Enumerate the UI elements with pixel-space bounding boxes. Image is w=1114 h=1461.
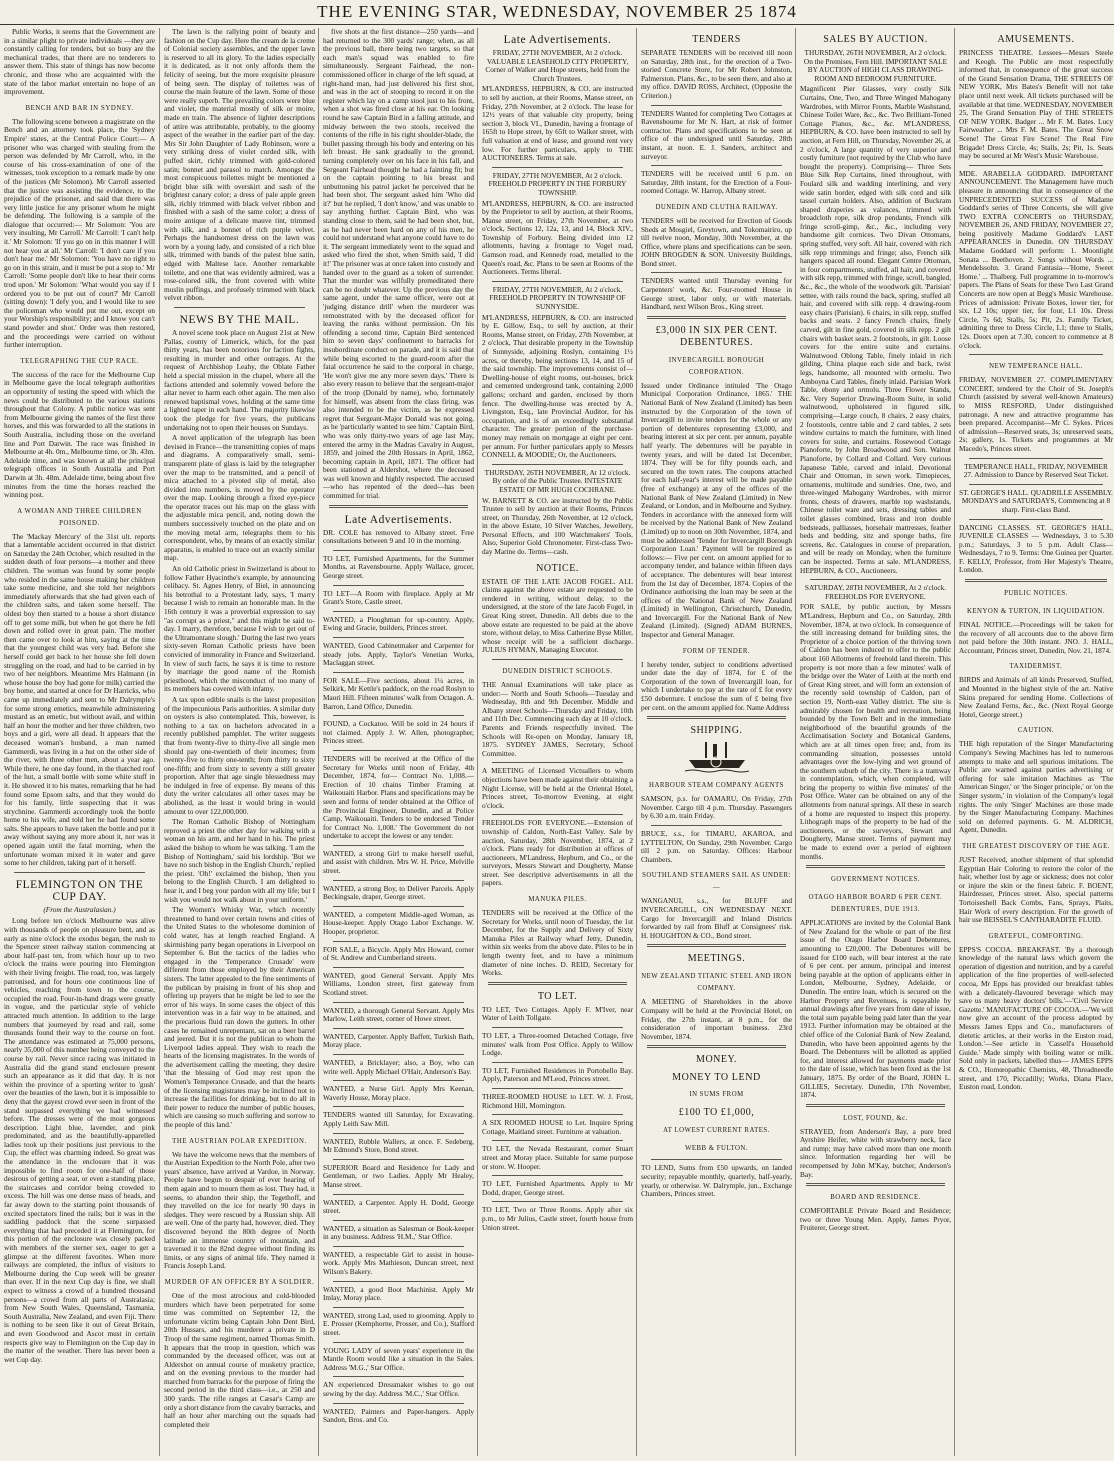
- ad-body: Magnificent Pier Glasses, very costly Silk Curtains, One, Two, and Three Winged Mahogany Wardrobes, with Mirror Fronts, Marble Washstand, Chinese Toilet Ware, &c., &c. Two Brilliant-Toned Cottage Pianos, &c., &c. M'LANDRESS, HEPBURN, & CO. have been instructed to sell by auction, at Fern Hill, on Thursday, November 26, at 2 o'clock, A large quantity of very superior and costly furniture (not required by the Club who have bought the property). Comprising— Three Sets Blue Silk Rep Curtains, lined throughout, with Foulard silk and wadding interlining, and very wide satin border, edged with silk cord and silk tassel curtain holders. Also, addition of Buckram shaped draperies as valances, trimmed with broadcloth rope, silk drop pendants, French silk fringe scroll-gimp, &c., &c., including very handsome gilt cornices. Two Divan Ottomans, spring stuffed, very soft. All hair, covered with rich silk repp trimmings and fringe; also, French silk hangers spaced all round. Elegant Centre Ottoman, in four compartments, stuffed, all hair, and covered with silk repp, trimmed with fringe, scroll, bangled, &c., &c., the whole of the woodwork gilt. 'Parisian' settee, with rails round the back, spring, stuffed all hair, and covered with silk repp. 4 drawing-room easy chairs (Parisian). 6 chairs, in silk repp, stuffed backs and seats. 2 fancy French chairs, finely carved, gilt in fine gold, covered in silk repp. 2 gilt chairs with basket seats. 2 footstools, in gilt. Loose covers for the entire suite and curtains. Walnutwood Oblong Table, finely inlaid in rich gilding, China plaque each side and back, twist legs, handsome, all mounted with ormolu. Two Amboyna Card Tables, finely inlaid. Parisian Work Table, ebony and ormolu. Three Flower Stands, &c. Very Superior Drawing-Room Suite, in solid walnutwood, upholstered in figured silk, comprising—Large couch, 8 chairs, 2 easy chairs, 2 footstools, centre table and 2 card tables, 2 sets window curtains to match the furniture, with lined covers for suite, and curtains. Rosewood Cottage Pianoforte, by John Broadwood and Son. Walnut Pianoforte, by Collard and Collard. Very curious Japanese Table, carved and inlaid. Devotional Chair and Ottoman, in sewn work. Timepieces, ornaments, multitude and sundries. One, two, and three-winged Mahogany Wardrobes, with mirror fronts, chests of drawers, marble top washstands, Chinese toilet ware and sets, dressing tables and toilet glasses combined, brass and iron double bedsteads, palliasses, horsehair mattresses, feather beds and bedding, sitz and sponge baths, fire screens, &c. Catalogues in course of preparation, and will be ready on Monday, when the furniture can be inspected. Terms at sale. M'LANDRESS, HEPBURN, & CO., Auctioneers.: [800, 84, 951, 575]
- ad-body: TENDERS will be received at the Office of the Secretary for Works until noon of Friday, 4th December, 1874, for— Contract No. 1,008.—Erection of 10 chains Timber Framing at Waikouaiti Harbor. Plans and specifications may be seen and forms of tender obtained at the Office of the Provincial Engineer, Dunedin, and at Police Camp, Waikouaiti. Tenders to be endorsed 'Tender for Contract No. 1,008.' The Government do not undertake to accept the lowest or any tender.: [323, 753, 474, 841]
- section-heading: TELEGRAPHING THE CUP RACE.: [20, 357, 139, 365]
- ad-body: WANTED, Painters and Paper-hangers. Apply Sandon, Bros. and Co.: [323, 1406, 474, 1425]
- tender-ad: [641, 277, 792, 311]
- classified-ad: [323, 946, 474, 963]
- ad-body: TENDERS wanted till Saturday, for Excavating. Apply Leith Saw Mill.: [323, 1110, 474, 1128]
- ad-heading: DUNEDIN DISTRICT SCHOOLS.: [502, 668, 613, 675]
- ad-body: BRUCE, s.s., for TIMARU, AKAROA, and LYTTELTON, On Sunday, 29th November. Cargo till 2 p.m. on Saturday. Offices: Harbour Chambers.: [641, 829, 792, 864]
- ad-body: WANTED, a thorough General Servant. Apply Mrs Marlow, Leith street, corner of Howe street.: [323, 1005, 474, 1024]
- divider: [969, 458, 1103, 459]
- ad-body: THE high reputation of the Singer Manufacturing Company's Sewing Machines has led to numerous attempts to make and sell spurious imitations. The Public are warned against parties advertising or offering for sale imitation Machines as 'The American Singer,' or 'the Singer principle,' or 'on the Singer system,' in violation of the Company's legal rights. The only 'Singer' Machines are those made by the Singer Manufacturing Company. Machines sold on deferred payments. G. M. ALDRICH, Agent, Dunedin.: [959, 739, 1113, 835]
- section-heading: SALES BY AUCTION.: [823, 34, 928, 45]
- article-paragraph: five shots at the first distance—250 yards—and had returned to the 300 yards' range; when, as all the previous ball, there being two targets, so that each man's squad was enabled to fire simultaneously. Sergeant Fairhead, the non-commissioned officer in charge of the left squad, at right-hand man, had just delivered his first shot, and was in the act of stooping to record it on the register which lay on a camp stool just to his front, when a shot was fired close at his ear. On looking round he saw Captain Bird in a falling attitude, and midway between the two stools, received the contents of the rifle in his right shoulder-blade, the bullet passing through his body and entering on his left breast. He sank gradually to the ground, turning completely over on his face in his fall, and Sergeant Fairhead thought he had a fainting fit; but on the captain pointing to his breast and unbuttoning his patrol jacket he perceived that he had been shot. The sergeant asked him 'Who did it?' but he replied, 'I don't know,' and was unable to say anything further. Captain Bird, who was standing close to them, said he had been shot, but, as he had never been hard on any of his men, he could not understand what anyone could have to do it. The sergeant immediately went to the squad and asked who fired the shot, when Smith said, 'I did it!' The prisoner was at once taken into custody and handed over to the guard as a token of surrender. That the murder was wilfully premeditated there can be no doubt whatever. Up the previous day the same agent, under the same officer, were out at 'judging distance drill' when the murderer was remonstrated with by the deceased officer for leaving the ranks without permission. On his offending a second time, Captain Bird sentenced him to seven days' confinement to barracks for insubordinate conduct on parade, and it is said that while being escorted to the guard-room after the fatal occurrence he said to the corporal in charge, 'He won't give me any more seven days.' There is also every reason to believe that the sergeant-major of the troop (Donald by name), who, fortunately for himself, was absent from the class firing, was also intended to be the victim, as he expressed regret that Sergeant-Major Donald was not going, as he 'particularly wanted to see him.' Captain Bird, who was only thirty-two years of age last May, entered the army in the Madras Cavalry in August, 1859, and joined the 20th Hussars in April, 1862, becoming captain in April, 1871. The officer had been stationed at Aldershot, where the deceased was well known and highly respected. The accused—who has repented of the deed—has been committed for trial.: [323, 28, 474, 501]
- ad-body: M'LANDRESS, HEPBURN, & CO. are instructed by E. Gillow, Esq., to sell by auction, at their Rooms, Manse street, on Friday, 27th November, at 2 o'clock, That desirable property in the Township of Sunnyside, adjoining Roslyn, containing 1½ acres, or thereby, being sections 13, 14, and 15 of the said township. The improvements consist of—Dwelling-house of eight rooms, out-houses, brick and cemented underground tank, containing 2,000 gallons; orchard and garden, enclosed by thorn fence. The dwelling-house was erected by A. Livingston, Esq., late Provincial Auditor, for his occupation, and is of an exceedingly substantial character. The greater portion of the purchase-money may remain on mortgage at eight per cent. per annum. For further particulars apply to Messrs CONNELL & MOODIE; Or, the Auctioneers.: [482, 312, 633, 460]
- ad-heading: SATURDAY, 28TH NOVEMBER, At 2 o'clock. FREEHOLDS FOR EVERYONE.: [804, 583, 947, 601]
- ad-body: I hereby tender, subject to conditions advertised under date the day of 1874, for £ of the Corporation of the town of Invercargill loan, for which I undertake to pay at the rate of £ for every £50 debenture. I enclose the sum of £ being five per cent. on the amount applied for. Name Address: [641, 659, 792, 712]
- divider: [333, 1246, 464, 1247]
- divider: [492, 281, 623, 282]
- ad-body: A MEETING of Licensed Victuallers to whom objections have been made against their obtaining a Night License, will be held at the Oriental Hotel, Princes street, To-morrow Evening, at eight o'clock.: [482, 766, 633, 810]
- divider: [333, 1080, 464, 1081]
- divider: [174, 307, 305, 308]
- classified-ad: [323, 1085, 474, 1102]
- ad-heading: KENYON & TURTON, IN LIQUIDATION.: [966, 608, 1106, 616]
- ad-body: DR. COLE has removed to Albany street. Free consultations between 9 and 10 in the morning.: [323, 527, 474, 546]
- classified-ad: [323, 911, 474, 937]
- ad-body: TO LET, a Three-roomed Detached Cottage, five minutes' walk from Post Office. Apply to Willow Lodge.: [482, 1031, 633, 1058]
- section-heading: Late Advertisements.: [344, 513, 453, 526]
- ad-body: THE Annual Examinations will take place as under:— North and South Schools—Tuesday and Wednesday, 8th and 9th December. Middle and Albany street Schools—Thursday and Friday, 10th and 11th Dec. Commencing each day at 10 o'clock. Parents and Friends respectfully invited. The Schools will Re-open on Monday, January 18, 1875. SYDNEY JAMES, Secretary, School Committee.: [482, 680, 633, 758]
- article-paragraph: The 'Mackay Mercury' of the 31st ult. reports that a lamentable accident occurred in that district on Saturday the 24th October, which resulted in the sudden death of four persons—a mother and three children. The woman was found by some people who resided in the same house making her children take some medicine, and she told her neighbors immediately afterwards that she had given each of the children salts, and taken some herself. The oldest boy then started to a house a short distance off to get some milk, but when he got there he fell down and rolled over in great pain. The mother then came over to look at him, saying at the time that the youngest child was very bad. Before she herself could get back to her house she fell down struggling on the road, and had to be carried in by two of her neighbors. Meantime Mrs Halmann (in whose house the boy had gone for milk) carried the boy home, and started at once for Dr Harricks, who came up immediately and sent to Mr Dalrymple's for some strong emetics, meanwhile administering mustard as an emetic, but without avail, and within half an hour the mother and her three children, two boys and a girl, were all dead. It appears that the deceased woman's husband, a man named Gammerdi, was living in a hut on the other side of the river, with three other men, about a year ago. While there, he one day found, in the thatched roof of the hut, a small bottle with some white stuff in it. He showed it to his mates, remarking that he had found some Epsom salts, and that they would do for his family, little suspecting that it was strychnine. Gammerdi accordingly took the bottle home to his wife, and told her he had found some salts. She appears to have taken the bottle and put it away without saying any more about it, nor was it opened again until the fatal morning, when the unfortunate woman mixed it in water and gave some to her children, taking part of it herself.: [4, 531, 155, 868]
- ad-heading: FRIDAY, 27TH NOVEMBER, At 2 o'clock. FREEHOLD PROPERTY IN TOWNSHIP OF SUNNYSIDE.: [489, 284, 626, 312]
- divider: [651, 165, 782, 166]
- ad-body: TEMPERANCE HALL, FRIDAY, NOVEMBER 27. Admission to Dance by Reserved Seat Ticket.: [963, 461, 1109, 480]
- ad-body: SUPERIOR Board and Residence for Lady and Gentleman, or two Ladies. Apply Mr Healey, Manse street.: [323, 1162, 474, 1189]
- public-notice: [959, 621, 1113, 655]
- article-paragraph: The Women's Whisky War, which recently threatened to hand over certain towns and cities of the United States to the wholesome dominion of cold water, has at length reached England. A skirmishing party began operations in Liverpool on September 6. But the tactics of the ladies who engaged in the 'Temperance Crusade' were different from those employed by their American sisters. The latter appealed to the fine sentiments of the publican by praising in front of his shop and offering up prayers that he might be led to see the error of his ways. In some cases the object of this intervention was in a fair way to be attained, and the precarious fluid ran down the gutters. In other cases he remained unrepentant, sat on a beer barrel and jeered. But it is not the publican to whom the Liverpool ladies appeal. They wish to reach the hearts of the licensing magistrates. In the words of the advertisement calling the meeting, they desire 'that the blessing of God may rest upon the Women's Temperance Crusade, and that the hearts of the licensing magistrates may be inclined not to increase the facilities for drinking, but to do all in their power to reduce the number of public houses, which are causing so much suffering and sorrow to the people of this land.': [164, 905, 315, 1130]
- classified-ad: [323, 755, 474, 841]
- section-heading: GOVERNMENT NOTICES.: [830, 876, 921, 884]
- classified-ad: [323, 1007, 474, 1024]
- divider: [969, 165, 1103, 166]
- divider: [333, 550, 464, 551]
- ad-heading: CAUTION.: [1017, 727, 1055, 735]
- masthead: THE EVENING STAR, WEDNESDAY, NOVEMBER 25 1874: [0, 0, 1114, 25]
- divider: [14, 872, 145, 873]
- ad-body: FOR SALE, by public auction, by Messrs M'Landress, Hepburn and Co., on Saturday, 28th November, 1874, at two o'clock. In consequence of the still increasing demand for building sites, the Proprietor of a choice portion of the thriving town of Caldon has been induced to offer to the public about 160 Allotments of freehold land therein. This property is not more than a few minutes' walk of the bridge over the Water of Leith at the north end of Great King street, and will form an extension of the recently sold township of Caldon, part of section 19, North-east Valley district. The site is admirably chosen for health and recreation, being bounded by the Town Belt and in the immediate neighborhood of the beautiful grounds of the Acclimatisation Society and Botanical Gardens, which are at all times open free; and, from its commanding situation, possesses untold advantages over the low-lying and wet ground of the southern suburb of the city. There is a tramway in contemplation, which, when completed, will bring the property to within five minutes' of the Post Office. Water can be obtained on any of the allotments from natural springs. All these in search of a home are requested to inspect this property. Lithograph maps of the property to be had of the auctioneers, or the surveyors, Stewart and Dougherty, Manse street. Terms of payment may be made to extend over a period of eighteen months.: [800, 602, 951, 861]
- ad-body: TO LET, the Nevada Restaurant, corner Stuart street and Moray place. Suitable for same purpose or store. W. Hooper.: [482, 1144, 633, 1171]
- ad-body: FOUND, a Cockatoo. Will be sold in 24 hours if not claimed. Apply J. W. Allen, photographer, Princes street.: [323, 719, 474, 746]
- ad-body: TO LET, Two or Three Rooms. Apply after six p.m., to Mr Julius, Castle street, fourth house from Union street.: [482, 1205, 633, 1232]
- ad-body: WANTED, Rubble Wallers, at once. F. Sedeberg, Mr Edmond's Store, Bond street.: [323, 1136, 474, 1155]
- divider: [969, 354, 1103, 355]
- amusement-ad: [959, 376, 1113, 453]
- ad-body: M'LANDRESS, HEPBURN, & CO. are instructed to sell by auction, at their Rooms, Manse street, on Friday, 27th November, at 2 o'clock. The lease for 12½ years of that valuable city property, being section 3, block VI., Dunedin, having a frontage of 165ft to Hope street, by 65ft to Walker street, with full valuation at end of lease, and ground rent very low. For further particulars, apply to THE AUCTIONEERS. Terms at sale.: [482, 84, 633, 163]
- divider: [333, 1002, 464, 1003]
- ad-body: WANTED, a situation as Salesman or Book-keeper in any business. Address 'H.M.,' Star Office.: [323, 1223, 474, 1242]
- ad-heading: HARBOUR STEAM COMPANY AGENTS: [649, 782, 784, 790]
- classified-ad: [323, 1033, 474, 1050]
- classified-ad: [323, 1347, 474, 1373]
- shipping-ad: [641, 795, 792, 821]
- divider: [492, 762, 623, 763]
- classified-ad: [482, 1145, 633, 1171]
- ad-body: WANTED, Good Cabinetmaker and Carpenter for steady jobs. Apply, Taylor's Venetian Works, Maclaggan street.: [323, 641, 474, 668]
- divider: [333, 1028, 464, 1029]
- auction-ad: [482, 469, 633, 557]
- tender-ad: [641, 217, 792, 269]
- divider: [810, 579, 941, 580]
- ad-body: WANTED, a competent Middle-aged Woman, as House-keeper. Apply Otago Labor Exchange. W. Hooper, proprietor.: [323, 909, 474, 937]
- auction-ad: [482, 49, 633, 163]
- classified-ad: [323, 1286, 474, 1303]
- divider: [651, 105, 782, 106]
- divider: [333, 672, 464, 673]
- divider: [806, 865, 945, 868]
- divider: [492, 1140, 623, 1141]
- divider: [333, 1220, 464, 1221]
- ad-heading: INVERCARGILL BOROUGH CORPORATION.: [668, 356, 765, 376]
- divider: [651, 1159, 782, 1160]
- section-heading: NOTICE.: [536, 562, 579, 574]
- government-notice: [800, 919, 951, 1099]
- amusement-ad: [959, 489, 1113, 515]
- notice-ad: [482, 909, 633, 978]
- classified-ad: [323, 1408, 474, 1425]
- section-heading: SHIPPING.: [690, 725, 743, 737]
- classified-ad: [323, 1312, 474, 1338]
- divider: [492, 814, 623, 815]
- public-notice: [959, 946, 1113, 1092]
- board-ad: [800, 1207, 951, 1233]
- ad-body: TO LET—A Room with fireplace. Apply at Mr Grant's Store, Castle street.: [323, 588, 474, 607]
- ad-body: WANTED, a Nurse Girl. Apply Mrs Keenan, Waverly House, Moray place.: [323, 1084, 474, 1102]
- article-paragraph: Long before ten o'clock Melbourne was alive with thousands of people on pleasure bent, and as early as nine o'clock the exodus began, the rush to the Spencer street railway station commencing at about half-past ten, from which hour up to two o'clock the trains were pouring into Flemington with their living freight. The road, too, was largely patronised, and for hours one continuous line of vehicles, reaching from town to the course, occupied the road. Four-in-hand drags were greatly in vogue, and the particular style of vehicle attracted much attention. In addition to the large numbers that journeyed by road and rail, some thousands found their way to the course on foot. The attendance was estimated at 75,000 persons, nearly 35,000 of this number being conveyed to the course by rail. Never since racing was initiated in Australia did the grand stand enclosure present such an appearance as it did that day. It is not within the province of a sporting writer to 'gush' over the beauties of the lawn, but it is impossible to deny that the gayest crowd ever seen in front of the stand surpassed everything we had witnessed before. The dresses were of the most gorgeous description. Light blue, lavender, and pink predominated, and as the beautifully-apparelled ladies took up their positions just previous to the Cup, the effect was charming indeed. So great was the attendance in the enclosure that it was impossible to find room for one-half of those desirous of getting a seat, or even a standing place, the staircases and corridor being crowded to excess. The hill was one dense mass of heads, and far away down to the starting point thousands of excited spectators lined the rails; but it was in the saddling paddock that the scene surpassed everything that had preceded it at Flemington, for this portion of the enclosure was closely packed with members of the sterner sex, eager to get a glimpse at the different favorites. When more railways are completed, the influx of visitors to Melbourne during the Cup week will be greater than ever. If in the next Cup day is fine, we shall expect to witness a crowd of a hundred thousand persons—a crowd from all parts of Australasia; from New South Wales, Queensland, Tasmania, South Australia, New Zealand, and even Fiji. There is nothing to be seen like it out of Great Britain, and even Goodwood and Ascot must in certain respects give way to Flemington on the Cup day in the matter of the weather. There has never been a wet Cup day.: [4, 916, 155, 1364]
- divider: [329, 505, 468, 508]
- divider: [333, 1376, 464, 1377]
- classified-ads: [323, 529, 474, 1425]
- ad-body: WANTED, a strong Girl to make herself useful, and assist with children. Mrs W. H. Price, Melville street.: [323, 848, 474, 876]
- classified-ad: [323, 1251, 474, 1277]
- ad-heading: NEW ZEALAND TITANIC STEEL AND IRON COMPANY.: [641, 973, 792, 993]
- ad-body: WANTED, good General Servant. Apply Mrs Williams, London street, first gateway from Scotland street.: [323, 970, 474, 997]
- divider: [333, 611, 464, 612]
- article-paragraph: A novel application of the telegraph has been devised in France—the transmitting copies of maps and diagrams. A comparatively small, semi-transparent plate of glass is laid by the telegrapher over the map to be transmitted, and a pencil of mica attached to a pivoted slip of metal, also divided into numbers, is moved by the operator over the map. Looking through a fixed eye-piece the operator traces out his map on the glass with the adjustable mica pencil, and, noting down the numbers successively touched on the plate and on the moving metal arm, telegraphs them to his correspondent, who, by means of an exactly similar apparatus, is enabled to trace out an exactly similar map.: [164, 433, 315, 563]
- divider: [492, 1027, 623, 1028]
- section-heading: MURDER OF AN OFFICER BY A SOLDIER.: [164, 1278, 315, 1286]
- ad-body: WANTED, a good Boot Machinist. Apply Mr Imlay, Moray place.: [323, 1284, 474, 1303]
- ad-body: APPLICATIONS are invited by the Colonial Bank of New Zealand for the whole or part of the first issue of the Otago Harbor Board Debentures, amounting to £20,000. The Debentures will be issued for £100 each, will bear interest at the rate of 6 per cent. per annum, principal and interest being payable at the option of applicants either in London, Melbourne, Sydney, Adelaide, or Dunedin. The entire loan, which is secured on the Harbor Property and Revenues, is repayable by annual drawings after five years from date of issue, the total sum payable being paid later than the year 1913. Further information may be obtained at the chief office of the Colonial Bank of New Zealand, Dunedin, who have been appointed agents by the Board. The Debentures will be allotted as applied for, and interest allowed for payments made prior to the date of issue, which has been fixed as the 1st January, 1875. By order of the Board, JOHN L. GILLIES, Secretary. Dunedin, 17th November, 1874.: [800, 918, 951, 1100]
- ad-body: M'LANDRESS, HEPBURN, & CO. are instructed by the Proprietor to sell by auction, at their Rooms, Manse street, on Friday, 27th November, at two o'clock, Sections 12, 12a, 13, and 14, Block XIV., Township of Forbury. Being divided into 12 allotments, having a frontage to Vogel road, Gamson road, and Kennedy road, metalled to the Queen's road, &c. Plans to be seen at Rooms of the Auctioneers. Terms liberal.: [482, 198, 633, 277]
- ad-body: FOR SALE, a Bicycle. Apply Mrs Howard, corner of St. Andrew and Cumberland streets.: [323, 944, 474, 963]
- column-2: [159, 28, 315, 1456]
- divider: [333, 585, 464, 586]
- ad-body: TO LET, Furnished Apartments. Apply to Mr Dodd, draper, George street.: [482, 1179, 633, 1197]
- ad-line: £100 TO £1,000,: [678, 1107, 755, 1119]
- auction-ad: [800, 49, 951, 575]
- divider: [492, 1201, 623, 1202]
- auction-ad: [482, 172, 633, 277]
- ad-body: TENDERS wanted until Thursday evening for Carpenters' work, &c. Four-roomed House in George street, labor only, or with materials. Handbard, next Wilson Bros., King street.: [641, 276, 792, 312]
- divider: [333, 967, 464, 968]
- article-title: NEWS BY THE MAIL.: [179, 314, 300, 326]
- divider: [492, 1088, 623, 1089]
- amusement-ad: [959, 463, 1113, 480]
- ad-body: BIRDS and Animals of all kinds Preserved, Stuffed, and Mounted in the highest style of the art. Native Skins prepared for sending Home. Collections of New Zealand Ferns, &c., &c. (Next Royal George Hotel, George street.): [959, 675, 1113, 719]
- tender-ad: [641, 110, 792, 162]
- ad-heading: THURSDAY, 26TH NOVEMBER, At 12 o'clock. By order of the Public Trustee. INTESTATE ESTATE OF MR HUGH COCHRANE.: [484, 467, 631, 494]
- article-title: FLEMINGTON ON THE CUP DAY.: [15, 878, 144, 903]
- section-heading: BOARD AND RESIDENCE.: [830, 1194, 921, 1202]
- divider: [492, 167, 623, 168]
- ad-body: SAMSON, p.s. for OAMARU, On Friday, 27th November. Cargo till 4 p.m. Thursday. Passengers by 6.30 a.m. train Friday.: [641, 794, 792, 821]
- section-heading: THE AUSTRIAN POLAR EXPEDITION.: [172, 1137, 307, 1145]
- classified-ad: [323, 1225, 474, 1242]
- public-notice: [959, 740, 1113, 835]
- ad-heading: GRATEFUL, COMFORTING.: [988, 932, 1084, 940]
- section-heading: TENDERS: [692, 34, 741, 45]
- ad-heading: MANUKA PILES.: [528, 896, 587, 904]
- divider: [333, 1133, 464, 1134]
- classified-ad: [323, 1111, 474, 1128]
- section-heading: A WOMAN AND THREE CHILDREN POISONED.: [17, 507, 142, 527]
- column-3: [318, 28, 474, 1456]
- ad-heading: FRIDAY, 27TH NOVEMBER, At 2 o'clock. VALUABLE LEASEHOLD CITY PROPERTY, Corner of Walker and Hope streets, held from the Church Trustees.: [485, 48, 630, 83]
- divider: [965, 579, 1107, 582]
- divider: [333, 637, 464, 638]
- ad-body: TENDERS will be received at the Office of the Secretary for Works, until noon of Tuesday, the 1st December, for the Supply and Delivery of Sixty Manuka Piles at Railway wharf Jetty, Dunedin, within six weeks from the above date. Piles to be in length twenty feet, and to have a minimum diameter of nine inches. D. REID, Secretary for Works.: [482, 908, 633, 978]
- ad-body: MDE. ARABELLA GODDARD. IMPORTANT ANNOUNCEMENT. The Management have much pleasure in announcing that in consequence of the UNPRECEDENTED SUCCESS of Madame Goddard's series of Three Concerts, she will give TWO EXTRA CONCERTS on THURSDAY, NOVEMBER 26, AND FRIDAY, NOVEMBER 27, being positively Madame Goddard's LAST APPEARANCES in Dunedin. ON THURSDAY Madame Goddard will perform: 1. Moonlight Sonata ... Beethoven. 2. Songs without Words ... Mendelssohn. 3. Grand Fantasia—'Home, Sweet Home.' ... Thalberg. Full programme in to-morrow's papers. The Plans of Seats for these Two Last Grand Concerts are now open at Begg's Music Warehouse. Prices of admission: Private Boxes, lower tier, for six, L2 10s; upper tier, for four, L1 10s. Dress Circle, 7s 6d; Stalls, 5s; Pit, 2s. Family Ticket, admitting three to Dress Circle, L1; three to Stalls, 12s. Doors open at 7.30, concert to commence at 8 o'clock.: [959, 168, 1113, 350]
- public-notice: [959, 676, 1113, 719]
- ad-heading: FRIDAY, 27TH NOVEMBER, At 2 o'clock. FREEHOLD PROPERTY IN THE FORBURY TOWNSHIP.: [488, 170, 627, 197]
- divider: [651, 825, 782, 826]
- classified-ad: [323, 885, 474, 902]
- column-6: [795, 28, 951, 1456]
- divider: [647, 716, 786, 719]
- classified-ad: [482, 1206, 633, 1232]
- divider: [647, 1045, 786, 1048]
- divider: [333, 715, 464, 716]
- divider: [651, 272, 782, 273]
- tender-ad: [641, 170, 792, 196]
- steamship-icon: [685, 740, 749, 774]
- classified-ad: [482, 1067, 633, 1084]
- divider: [969, 484, 1103, 485]
- ad-body: THREE-ROOMED HOUSE to LET. W. J. Frost, Richmond Hill, Mornington.: [482, 1091, 633, 1110]
- ad-heading: THURSDAY, 26TH NOVEMBER, At 2 o'clock. On the Premises, Fern Hill. IMPORTANT SALE BY AUCTION of HIGH CLASS DRAWING-ROOM AND BEDROOM FURNITURE.: [803, 48, 948, 83]
- to-let-list: [482, 1006, 633, 1232]
- divider: [333, 845, 464, 846]
- ad-body: WANTED, a strong Boy, to Deliver Parcels. Apply Beckingsale, draper, George street.: [323, 883, 474, 902]
- ad-body: SEPARATE TENDERS will be received till noon on Saturday, 28th inst., for the erection of a Two-storied Concrete Store, for Mr Robert Johnston, Palmerston. Plans, &c., to be seen there, and also at my office. DAVID ROSS, Architect, (Opposite the Criterion.): [641, 48, 792, 100]
- divider: [333, 1307, 464, 1308]
- section-heading: MEETINGS.: [687, 953, 746, 965]
- section-heading: MONEY.: [696, 1054, 737, 1066]
- debenture-ad: [641, 382, 792, 640]
- section-heading: AMUSEMENTS.: [997, 34, 1075, 45]
- divider: [333, 1342, 464, 1343]
- ad-body: DANCING CLASSES. ST. GEORGE'S HALL. JUVENILE CLASSES — Wednesdays, 3 to 5.30 p.m.; Saturdays, 3 to 5 p.m. Adult Class—Wednesdays, 7 to 9. Terms: One Guinea per Quarter. F. KELLY, Professor, from Her Majesty's Theatre, London.: [959, 522, 1113, 575]
- classified-ad: [323, 850, 474, 876]
- article-paragraph: The lawn is the rallying point of beauty and fashion on the Cup day. Here the cream de la creme of Colonial society assembles, and the upper lawn is reserved to all its glory. To the ladies especially it is dedicated, as it not only affords them the felicity of seeing, but the more exquisite pleasure of being seen. The display of toilettes was of course the main feature of the lawn. Some of those were really superb. The prevailing colors were blue and violet, the material mostly of silk or moire, made en train. The absence of lighter descriptions of attire was attributable, probably, to the gloomy aspect of the weather in the earlier part of the day. Mrs Sir John Daughter of Lady Robinson, wore a very striking dress of violet corded silk, with puffed skirt, richly trimmed with gold-colored satin; bonnet and parasol to match. Amongst the most conspicuous toilettes might be mentioned a bright blue silk with overskirt and sash of the brightest canary color; a dress of pale apple green silk, richly trimmed with black velvet ribbon and finished with a sash of the same color; a dress of moire antique of a delicate mauve tint, trimmed with silk, and a bonnet of rich purple velvet. Perhaps the handsomest dress on the lawn was worn by a young lady, and consisted of a rich blue silk, trimmed with bands of the palest blue satin, edged with Maltese lace. Another remarkable toilette, and one that was evidently admired, was a rose-colored silk, the front covered with white muslin puffings, and profusely trimmed with black velvet ribbon.: [164, 28, 315, 303]
- tender-ad: [641, 49, 792, 101]
- ad-body: ST. GEORGE'S HALL. QUADRILLE ASSEMBLY. MONDAYS and SATURDAYS, Commencing at 8 sharp. First-class Band.: [959, 487, 1113, 514]
- ad-body: FOR SALE—Five sections, about 1¼ acres, in Selkirk, Mr Kettle's paddock, on the road Roslyn to Maori Hill. Fifteen minutes' walk from Octagon. A. Barron, Land Office, Dunedin.: [323, 675, 474, 711]
- article-paragraph: Public Works, it seems that the Government are in a similar plight to private individuals —they are constantly calling for tenders, but so busy are the mechanical trades, that there are no tenderers to answer them. This state of things has now become chronic, and those who are acquainted with the state of the labor market entertain no hope of an improvement.: [4, 28, 155, 97]
- ad-body: Issued under Ordinance intituled 'The Otago Municipal Corporation Ordinance, 1865.' THE National Bank of New Zealand (Limited) has been instructed by the Corporation of the town of Invercargill to invite tenders for the whole or any portion of debentures representing £3,000, and bearing interest at six per cent. per annum, payable half yearly. The debentures will be payable in twenty years, and will be dated 1st December, 1874. They will be for fifty pounds each, and secured on the town rates. The coupons attached for each half-year's interest will be made payable (free of exchange) at any of the offices of the National Bank of New Zealand (Limited) in New Zealand, or London, and in Melbourne and Sydney. Tenders in accordance with the annexed form will be received by the National Bank of New Zealand (Limited) up to noon on 30th November, 1874, and must be addressed 'Tender for Invercargill Borough Corporation Loan.' Payment will be required as follows:— Five per cent. on amount applied for to accompany tender, and balance within fifteen days of acceptance. The debentures will bear interest from the 1st day of December, 1874. Copies of the Ordinance authorising the loan may be seen at the offices of the National Bank of New Zealand (Limited) in Wellington, Christchurch, Dunedin, and Invercargill. For the National Bank of New Zealand (Limited). (Signed) ADAM BURNES, Inspector and General Manager.: [641, 380, 792, 640]
- ad-body: FREEHOLDS FOR EVERYONE.—Extension of township of Caldon, North-East Valley. Sale by auction, Saturday, 28th November, 1874, at 2 o'clock. Plans ready for distribution at offices of auctioneers, M'Landress, Hepburn, and Co., or the surveyors, Messrs Stewart and Dougherty, Manse street. See descriptive advertisements in all the papers.: [482, 818, 633, 888]
- classified-ad: [323, 720, 474, 746]
- classified-ad: [323, 1381, 474, 1398]
- column-1: [4, 28, 155, 1456]
- auction-ad: [482, 286, 633, 460]
- divider: [647, 944, 786, 947]
- ad-heading: £3,000 IN SIX PER CENT. DEBENTURES.: [655, 324, 778, 348]
- divider: [333, 1403, 464, 1404]
- ad-heading: TAXIDERMIST.: [1009, 663, 1063, 671]
- article-paragraph: A novel scene took place on August 21st at New Pallas, county of Limerick, which, for the past thirty years, has been notorious for faction fights, resulting in murder and other outrages. At the request of Archbishop Leahy, the Oblate Father held a special mission in the chapel, where all the factions attended and solemnly vowed before the altar never to harm each other again. The men also renewed baptismal vows, holding at the same time a lighted taper in each hand. The majority likewise took the pledge for five years, the publicans undertaking not to open their houses on Sundays.: [164, 328, 315, 432]
- divider: [333, 1194, 464, 1195]
- ad-body: TENDERS will be received for Erection of Goods Sheds at Mosgiel, Greytown, and Tokomairiro, up till twelve noon, Monday, 30th November, at the Office, where plans and specifications can be seen. JOHN BROGDEN & SON. University Buildings, Bond street.: [641, 215, 792, 268]
- ad-body: W. BARNETT & CO. are instructed by the Public Trustee to sell by auction at their Rooms, Princes street, on Thursday, 26th November, at 12 o'clock, in the above Estate, 10 Silver Watches, Jewellery, Personal Effects, and 100 Watchmakers' Tools. Also, Superior Gold Chronometer. First-class Two-day Marine do. Terms—cash.: [482, 495, 633, 557]
- classified-ad: [323, 642, 474, 668]
- classified-ad: [323, 1059, 474, 1076]
- article-paragraph: One of the most atrocious and cold-blooded murders which have been perpetrated for some time was committed on September 12, the unfortunate victim being Captain John Dent Bird, 20th Hussars, and his murderer a private in D Troop of the same regiment, named Thomas Smith. It appears that the troop in question, which was commanded by the deceased officer, was out at Aldershot on annual course of musketry practice, and on the evening previous to the murder had marched from barracks for the purpose of firing the second period in the third class—i.e., at 250 and 300 yards. The rifle ranges at Cæsar's Camp are only a short distance from the cavalry barracks, and half an hour after marching out the squads had completed their: [164, 1290, 315, 1429]
- ad-body: STRAYED, from Anderson's Bay, a pure bred Ayrshire Heifer, white with strawberry neck, face and rump; may have calved more than one month since. Information regarding her will be recompensed by John M'Kay, butcher, Anderson's Bay.: [800, 1126, 951, 1179]
- classified-ad: [482, 1180, 633, 1197]
- ad-body: JUST Received, another shipment of that splendid Egyptian Hair Coloring to restore the color of the hair, whether lost by age or sickness; does not color or injure the skin or the finest fabric. F. BOENT, Hairdresser, Princes street. Also, special patterns Tortoiseshell Back Combs, Fans, Sprays, Plaits, Hair Work of every description. For the growth of hair use BEISSEL'S CANTHARADITE FLUID.: [959, 854, 1113, 925]
- divider: [647, 316, 786, 319]
- classified-ad: [482, 1093, 633, 1110]
- ad-body: A MEETING of Shareholders in the above Company will be held at the Provincial Hotel, on Friday, the 27th instant, at 8 p.m., for the consideration of important business. 23rd November, 1874.: [641, 997, 792, 1041]
- auction-ad: [800, 584, 951, 861]
- divider: [333, 906, 464, 907]
- ad-body: TENDERS Wanted for completing Two Cottages at Ravensbourne for Mr N. Hart, at risk of former contractor. Plans and specifications to be seen at office of the undersigned until Saturday, 28th instant, at noon. E. J. Sanders, architect and surveyor.: [641, 108, 792, 161]
- money-ad: [641, 1164, 792, 1198]
- section-heading: Late Advertisements.: [503, 34, 612, 46]
- ad-body: WANGANUI, s.s., for BLUFF and INVERCARGILL, ON WEDNESDAY NEXT. Cargo for Invercargill and Inland Districts forwarded by rail from Bluff at Consignees' risk. H. HOUGHTON & CO., Bond street.: [641, 896, 792, 940]
- ad-body: YOUNG LADY of seven years' experience in the Mantle Room would like a situation in the Sales. Address 'M.G.,' Star Office.: [323, 1345, 474, 1372]
- divider: [333, 1054, 464, 1055]
- divider: [333, 750, 464, 751]
- meeting-ad: [641, 998, 792, 1041]
- ad-body: TENDERS will be received until 6 p.m. on Saturday, 28th instant, for the Erection of a Four-roomed Cottage. W. Harrop, Albany street.: [641, 169, 792, 196]
- ad-body: WANTED, strong Lad, used to grooming. Apply to E. Prosser (Kemphorne, Prosser, and Co.), Stafford street.: [323, 1310, 474, 1338]
- ad-body: TO LET, Furnished Residences in Portobello Bay. Apply, Paterson and M'Leod, Princes street.: [482, 1065, 633, 1084]
- ad-body: WANTED, a respectable Girl to assist in house-work. Apply Mrs Mathieson, Duncan street, next Wilson's Bakery.: [323, 1249, 474, 1277]
- article-paragraph: The Roman Catholic Bishop of Nottingham reproved a priest the other day for walking with a woman on his arm, and her hand in his. The priest asked the bishop to whom he was talking. 'I am the Bishop of Nottingham,' said his lordship. 'But we have no such bishop in the English Church,' replied the priest. 'Oh!' exclaimed the bishop, 'then you belong to the English Church. I am delighted to hear it, and I beg your pardon with all my life; but I wish you would not walk about in your uniform.': [164, 817, 315, 904]
- divider: [333, 1281, 464, 1282]
- classified-ad: [323, 1138, 474, 1155]
- column-7: [954, 28, 1113, 1456]
- ad-heading: NEW TEMPERANCE HALL.: [989, 363, 1083, 371]
- divider: [333, 1106, 464, 1107]
- lost-ad: [800, 1128, 951, 1180]
- amusement-ad: [959, 524, 1113, 576]
- public-notice: [959, 856, 1113, 925]
- shipping-ad: [641, 897, 792, 940]
- notice-ad: [482, 819, 633, 888]
- amusement-ad: [959, 170, 1113, 350]
- ad-body: ESTATE OF THE LATE JACOB FOGEL. ALL claims against the above estate are requested to be rendered in writing, without delay, to the undersigned, at the store of the late Jacob Fogel, in Great King street, Dunedin. All debts due to the above estate are requested to be paid at the above store, without delay, to Miss Catherine Byse Miller, whose receipt will be a sufficient discharge. JULIUS HYMAN, Managing Executor.: [482, 576, 633, 655]
- shipping-ad: [641, 830, 792, 864]
- divider: [969, 519, 1103, 520]
- ad-line: WEBB & FULTON.: [684, 1145, 749, 1153]
- divider: [488, 982, 627, 985]
- ad-heading: OTAGO HARBOR BOARD 6 PER CENT. DEBENTURES, DUE 1913.: [808, 894, 943, 914]
- ad-heading: DUNEDIN AND CLUTHA RAILWAY.: [655, 203, 778, 211]
- ad-body: WANTED, a Carpenter. Apply H. Dodd, George street.: [323, 1197, 474, 1216]
- divider: [333, 941, 464, 942]
- tender-form: [641, 661, 792, 713]
- divider: [492, 464, 623, 465]
- divider: [806, 1183, 945, 1186]
- ad-body: FRIDAY, NOVEMBER 27. COMPLIMENTARY CONCERT, tendered by the Choir of St. Joseph's Church (assisted by several well-known Amateurs) to MISS RESFORD, Under distinguished patronage. A new and attractive programme has been prepared. Accompanist—Mr C. Sykes. Prices of admission—Reserved seats, 3s; unreserved seats, 2s; gallery, 1s. Tickets and programmes at Mr Macedo's, Princes street.: [959, 375, 1113, 453]
- ad-body: TO LEND, Sums from £50 upwards, on landed security; repayable monthly, quarterly, half-yearly, yearly, or otherwise. W. Dalrymple, jun., Exchange Chambers, Princes street.: [641, 1163, 792, 1199]
- ad-body: WANTED, a Ploughman for up-country. Apply, Ewing and Gracie, builders, Princes street.: [323, 614, 474, 633]
- ad-body: A SIX ROOMED HOUSE to Let. Inquire Spring Cottage, Maitland street. Furniture at valuation.: [482, 1118, 633, 1136]
- article-paragraph: We have the welcome news that the members of the Austrian Expedition to the North Pole, after two years' absence, have arrived at Vardoe, in Norway. People have begun to despair of ever hearing of them again and to mourn them as lost. They had, it seems, to abandon their ship, the Tegethoff, and they travelled on the ice for nearly 90 days in sledges. They were rescued by a Russian ship. All are well. One of the party had, however, died. They discovered beyond the 80th degree of North latitude an immense country of mountain, and traversed it to the 82nd degree without finding its limits, or any signs of animal life. They named it Francis Joseph Land.: [164, 1149, 315, 1271]
- amusement-ad: [959, 49, 1113, 161]
- section-heading: BENCH AND BAR IN SYDNEY.: [25, 104, 134, 112]
- divider: [492, 659, 623, 660]
- notice-ad: [482, 767, 633, 810]
- classified-ad: [323, 555, 474, 581]
- ad-body: AN experienced Dressmaker wishes to go out sewing by the day. Address 'M.C.,' Star Office.: [323, 1380, 474, 1398]
- article-source: (From the Australasian.): [43, 904, 116, 914]
- classified-ad: [482, 1119, 633, 1136]
- classified-ad: [323, 590, 474, 607]
- ad-body: FINAL NOTICE.—Proceedings will be taken for the recovery of all accounts due to the above firm not paid before the 30th instant. JNO. J. HALL, Accountant, Princes street, Dunedin, Nov. 21, 1874.: [959, 620, 1113, 655]
- section-heading: PUBLIC NOTICES.: [1004, 590, 1068, 598]
- divider: [333, 880, 464, 881]
- divider: [806, 1104, 945, 1107]
- column-4: [477, 28, 633, 1456]
- section-heading: LOST, FOUND, &c.: [843, 1114, 908, 1122]
- ad-body: WANTED, a Bricklayer; also, a Boy, who can write well. Apply Michael O'Hair, Anderson's Bay.: [323, 1057, 474, 1076]
- ad-line: AT LOWEST CURRENT RATES.: [663, 1127, 770, 1135]
- divider: [492, 1114, 623, 1115]
- article-paragraph: The success of the race for the Melbourne Cup in Melbourne gave the local telegraph authorities an opportunity of testing the speed with which the news could be distributed to the various stations throughout that Colony. A public notice was sent from Melbourne giving the names of the first three horses, and this was forwarded to all the stations in South Australia, including those on the overland line and Port Darwin. The race was finished in Melbourne at 4h. 0m., Melbourne time, or 3h. 43m. Adelaide time, and was known at all the principal telegraph offices in South Australia and Port Darwin at 3h. 48m. Adelaide time, being about five minutes from the time the horses reached the winning post.: [4, 369, 155, 500]
- ad-body: TO LET, Furnished Apartments, for the Summer Months, at Ravensbourne. Apply Wallace, grocer, George street.: [323, 553, 474, 581]
- classified-ad: [323, 529, 474, 546]
- ad-heading: THE GREATEST DISCOVERY OF THE AGE.: [962, 842, 1110, 850]
- section-heading: TO LET.: [537, 990, 578, 1002]
- ad-body: TO LET, Two Cottages. Apply F. M'Iver, near Water of Leith Tollgate.: [482, 1004, 633, 1023]
- classified-ad: [323, 972, 474, 998]
- classified-ad: [323, 616, 474, 633]
- ad-line: IN SUMS FROM: [689, 1091, 744, 1099]
- divider: [492, 1175, 623, 1176]
- article-paragraph: A tax upon edible snails is the latest proposition of the impecunious Paris authorities. A similar duty on oysters is also contemplated. This, however, is nothing to a tax on bachelors advocated in a recently published pamphlet. The writer suggests that from twenty-five to thirty-five all single men should pay one-twentieth of their incomes; from twenty-five to thirty one-tenth; from thirty to sixty one-fifth; and from sixty to seventy a still greater proportion. After that age single blessedness may be indulged in free of expense. By means of this duty the writer calculates all other taxes may be abolished, as the least it would bring in would amount to over 122,000,000.: [164, 694, 315, 816]
- article-paragraph: The following scene between a magistrate on the Bench and an attorney took place, the 'Sydney Empire' states, at the Central Police Court:— A prisoner who was charged with stealing from the person was defended by Mr Carroll, who, in the course of his cross-examination of one of the witnesses, took exception to a remark made by one of the justices (Mr Solomon). Mr Carroll asserted that the justice was assisting the evidence, to the prejudice of the prisoner, and said that there was very little justice for any prisoner whom he might be defending. The following is a sample of the dialogue that occurred:— Mr Solomon: 'You are very insulting, Mr Carroll.' Mr Carroll: 'I can't help it.' Mr Solomon: 'If you go on in this manner I will not hear you at all.' Mr Carroll: 'I don't care if you don't hear me.' Mr Solomon: 'You have no right to go on in this strain, and it must be put a stop to.' Mr Carroll: 'Some people don't like to hear their corns trod upon.' Mr Solomon: 'What would you say if I ordered you to be put out of court?' Mr Carroll (sitting down): 'I defy you, and I would like to see the policeman who would put me out, except on your Worship's responsibility; and I know you can't stand powder and shot.' Order was then restored, and the proceedings were carried on without further interruption.: [4, 116, 155, 350]
- ad-body: EPPS'S COCOA. BREAKFAST. 'By a thorough knowledge of the natural laws which govern the operation of digestion and nutrition, and by a careful application of the fine properties of well-selected cocoa, Mr Epps has provided our breakfast tables with a delicately-flavoured beverage which may save us many heavy doctors' bills.'—'Civil Service Gazette.' MANUFACTURE OF COCOA.—'We will now give an account of the process adopted by Messrs James Epps and Co., manufacturers of dietetic articles, at their works in the Euston road, London.'—See article in 'Cassell's Household Guide.' Made simply with boiling water or milk. Sold only in packets, labelled thus— JAMES EPPS & CO., Homœopathic Chemists, 48, Threadneedle street, and 170, Piccadilly; Works, Diana Place, Euston road, London.: [959, 944, 1113, 1092]
- ad-heading: MONEY TO LEND: [672, 1072, 761, 1084]
- classified-ad: [323, 1199, 474, 1216]
- divider: [333, 1159, 464, 1160]
- ad-heading: FORM OF TENDER.: [682, 647, 751, 655]
- ad-body: WANTED, Carpenter. Apply Baffett, Turkish Bath, Moray place.: [323, 1031, 474, 1050]
- classified-ad: [323, 677, 474, 711]
- article-paragraph: An old Catholic priest in Switzerland is about to follow Father Hyacinthe's example, by announcing celibacy. St. Agnes Henry, of Biel, in announcing his betrothal to a Protestant lady, says, 'I marry because I wish to remain an honorable man. In the 16th century it was a proverbial expression to say "as corrupt as a priest," and this might be said to-day. I marry, therefore, because I wish to get out of the Ultramontane slough.' During the last two years sixty-seven Roman Catholic priests have been convicted of immorality in France and Switzerland. In view of such facts, he says it is time to restore by marriage the good name of the Romish priesthood, which the misconduct of too many of its members has covered with infamy.: [164, 564, 315, 694]
- notice-ad: [482, 681, 633, 758]
- classified-ad: [482, 1006, 633, 1023]
- notice-ad: [482, 578, 633, 655]
- classified-ad: [482, 1032, 633, 1058]
- ad-heading: SOUTHLAND STEAMERS SAIL AS UNDER:—: [642, 872, 791, 892]
- ad-body: COMFORTABLE Private Board and Residence; two or three Young Men. Apply, James Pryor, Fruiterer, George street.: [800, 1206, 951, 1233]
- ad-body: PRINCESS THEATRE. Lessees—Messrs Steele and Keogh. The Public are most respectfully informed that, in consequence of the great success of the Grand Sensation Drama, THE STREETS OF NEW YORK, Mrs Bates's Benefit will not take place until next week. All tickets purchased will be available at that time. WEDNESDAY, NOVEMBER 25, The Grand Sensation Play of THE STREETS OF NEW YORK. Badger ... Mr F. M. Bates. Lucy Fairweather ... Mrs F. M. Bates. The Great Snow Scene! The Great Fire Scene! The Real Fire Brigade! Dress Circle, 4s; Stalls, 2s; Pit, 1s. Seats may be secured at Mr West's Music Warehouse.: [959, 48, 1113, 161]
- column-5: [636, 28, 792, 1456]
- classified-ad: [323, 1164, 474, 1190]
- divider: [492, 1062, 623, 1063]
